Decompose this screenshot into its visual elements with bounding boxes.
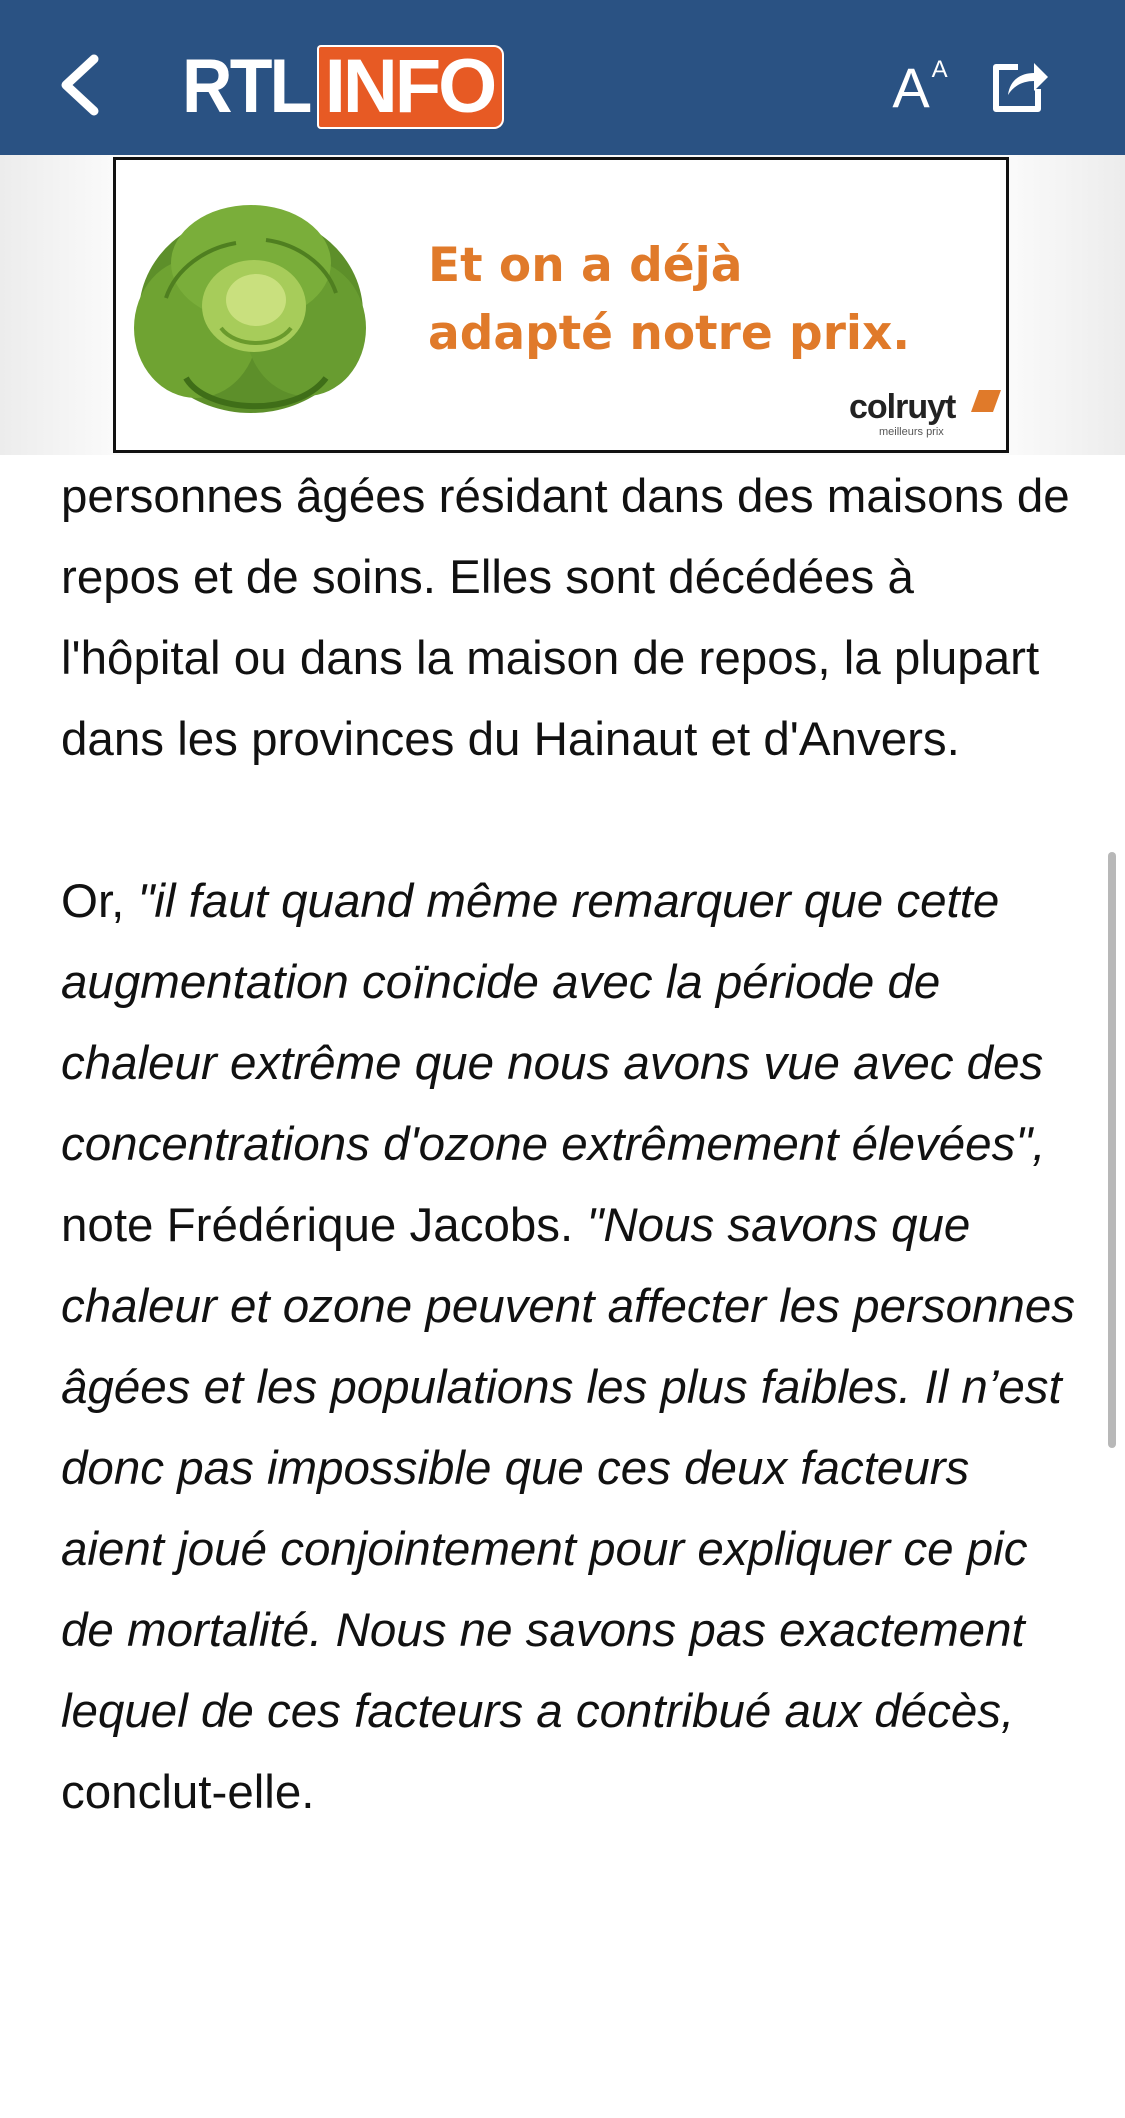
para2-intro: Or,	[61, 875, 138, 928]
para2-quote-2: "Nous savons que chaleur et ozone peuvent affecter les personnes âgées et les populations les plus faibles. Il n’est donc pas impossible que ces deux facteurs aient joué conjointement pour expliquer ce pic de mortalité. Nous ne savons pas exactement lequel de ces facteurs a contribué aux décès,	[61, 1199, 1075, 1738]
para2-quote-1: "il faut quand même remarquer que cette augmentation coïncide avec la période de chaleur extrême que nous avons vue avec des concentrations d'ozone extrêmement élevées",	[61, 875, 1046, 1171]
article-body	[61, 456, 1081, 1833]
share-icon	[988, 55, 1052, 115]
article-paragraph-1: personnes âgées résidant dans des maisons de repos et de soins. Elles sont décédées à l'hôpital ou dans la maison de repos, la plupart dans les provinces du Hainaut et d'Anvers.	[61, 470, 1070, 766]
brand-tagline: meilleurs prix	[879, 426, 944, 438]
font-size-button[interactable]	[880, 50, 960, 120]
brand-name: colruyt	[849, 388, 956, 426]
top-bar	[0, 0, 1125, 155]
para2-end: conclut-elle.	[61, 1766, 315, 1819]
logo-rtl-text: RTL	[182, 44, 310, 129]
lettuce-image	[126, 178, 376, 428]
ad-headline-line1: Et on a déjà	[428, 238, 743, 293]
brand-mark-icon	[971, 390, 1001, 412]
article-paragraph-2	[61, 861, 1081, 1833]
para2-mid: note Frédérique Jacobs.	[61, 1199, 587, 1252]
font-size-icon-large: A	[892, 56, 930, 119]
chevron-left-icon	[58, 53, 102, 117]
share-button[interactable]	[980, 50, 1060, 120]
rtl-info-logo[interactable]	[182, 45, 504, 129]
ad-headline-line2: adapté notre prix.	[428, 306, 911, 361]
colruyt-logo	[849, 388, 1009, 448]
ad-banner[interactable]	[113, 157, 1009, 453]
logo-info-text: INFO	[317, 45, 505, 129]
font-size-icon-small: A	[931, 56, 948, 83]
back-button[interactable]	[40, 40, 120, 130]
scrollbar[interactable]	[1108, 852, 1116, 1448]
ad-headline	[428, 232, 988, 368]
